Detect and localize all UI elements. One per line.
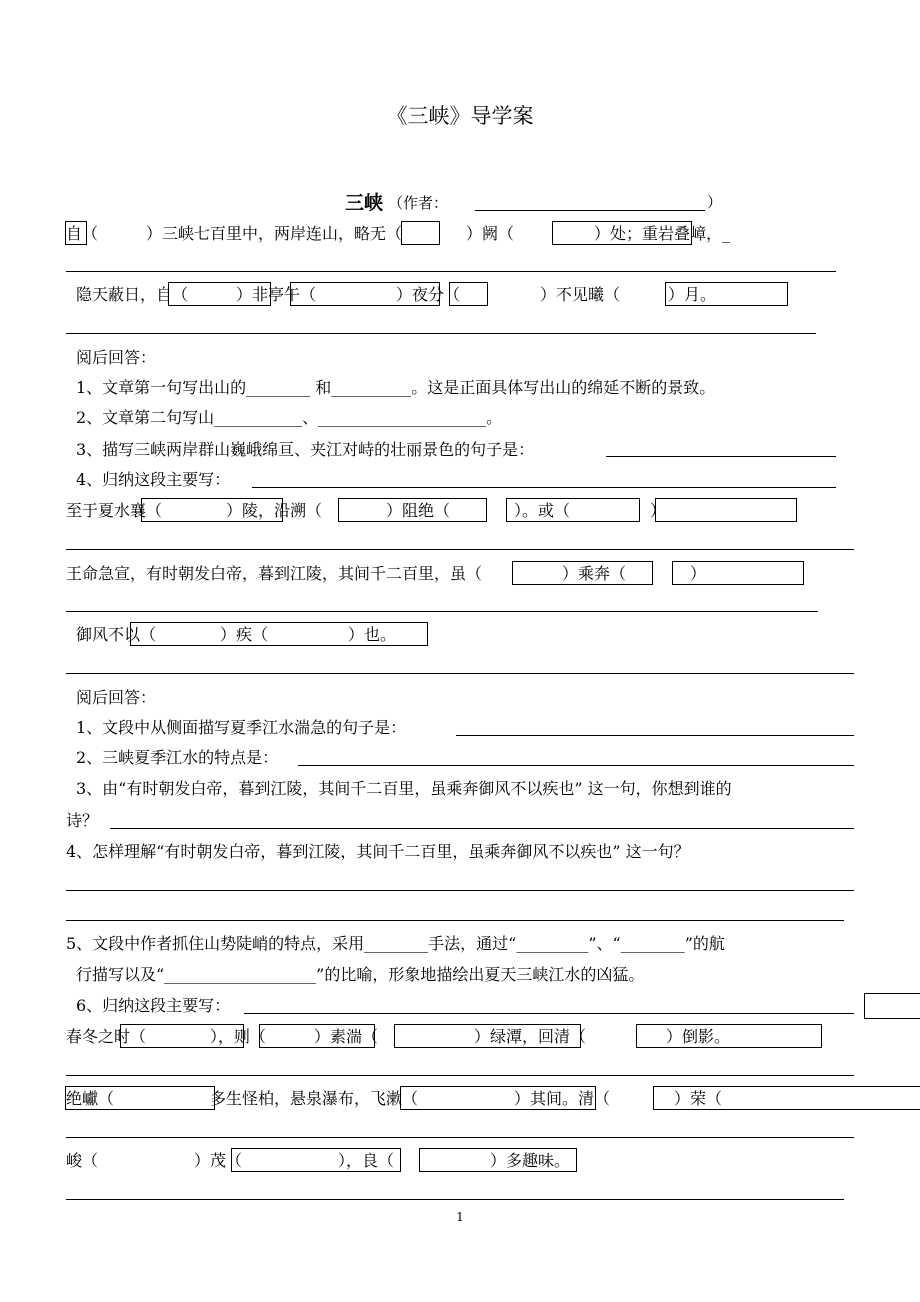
word-box	[338, 498, 487, 522]
q2-item: 2、三峡夏季江水的特点是：	[76, 748, 279, 767]
para2-line-c: 御风不以（ ）疾（ ）也。	[76, 625, 397, 644]
page-title: 《三峡》导学案	[386, 104, 534, 128]
q1-item: 2、文章第二句写山___________、_____________________。	[76, 408, 503, 427]
answer-line[interactable]	[66, 1075, 854, 1076]
answer-line[interactable]	[66, 1137, 854, 1138]
answer-blank[interactable]	[606, 456, 836, 457]
author-label: （作者：	[388, 194, 449, 212]
q2-item: 3、由“有时朝发白帝，暮到江陵，其间千二百里，虽乘奔御风不以疾也” 这一句，你想到谁的	[76, 779, 732, 798]
word-box	[506, 498, 640, 522]
word-box	[120, 1024, 244, 1048]
q2-item: 行描写以及“___________________”的比喻，形象地描绘出夏天三峡江水的凶猛。	[76, 965, 645, 984]
word-box	[401, 221, 440, 245]
word-box	[552, 221, 692, 245]
word-box	[665, 282, 788, 306]
word-box	[512, 561, 653, 585]
q1-header: 阅后回答：	[76, 348, 157, 367]
para3-line-b: 绝巘（ 多生怪柏，悬泉瀑布，飞漱（ ）其间。清（ ）荣（	[66, 1089, 723, 1108]
word-box	[653, 1086, 920, 1110]
answer-line[interactable]	[66, 611, 818, 612]
answer-blank[interactable]	[298, 765, 854, 766]
word-box	[290, 282, 440, 306]
word-box	[419, 1148, 577, 1172]
answer-line[interactable]	[66, 890, 854, 891]
para2-line-b: 王命急宣，有时朝发白帝，暮到江陵，其间千二百里，虽（ ）乘奔（ ）	[66, 564, 707, 583]
para3-line-a: 春冬之时（ ），则（ ）素湍（ ）绿潭，回清（ ）倒影。	[66, 1027, 731, 1046]
section-title: 三峡	[345, 192, 384, 214]
para2-line-a: 至于夏水襄（ ）陵，沿溯（ ）阻绝（ ）。或（ ）	[66, 501, 667, 520]
q2-item: 1、文段中从侧面描写夏季江水湍急的句子是：	[76, 718, 407, 737]
para3-line-c: 峻（ ）茂（ ），良（ ）多趣味。	[66, 1151, 571, 1170]
word-box	[449, 282, 488, 306]
answer-line[interactable]	[66, 271, 836, 272]
word-box	[141, 498, 283, 522]
author-close: ）	[707, 193, 723, 211]
answer-blank[interactable]	[110, 828, 854, 829]
answer-line[interactable]	[66, 920, 844, 921]
word-box	[259, 1024, 375, 1048]
para1-line-b: 隐天蔽日，自（ ）非亭午（ ）夜分（ ）不见曦（ ）月。	[76, 285, 717, 304]
answer-line[interactable]	[66, 1199, 844, 1200]
word-box	[400, 1086, 596, 1110]
word-box	[65, 221, 87, 245]
author-blank[interactable]	[475, 210, 705, 211]
word-box	[672, 561, 804, 585]
answer-blank[interactable]	[244, 1013, 854, 1014]
edge-box	[864, 993, 920, 1019]
q2-header: 阅后回答：	[76, 688, 157, 707]
answer-line[interactable]	[66, 549, 854, 550]
q2-item: 5、文段中作者抓住山势陡峭的特点，采用________手法，通过“_________”、“________”的航	[66, 934, 725, 953]
answer-blank[interactable]	[456, 735, 854, 736]
q1-item: 4、归纳这段主要写：	[76, 470, 231, 489]
word-box	[231, 1148, 401, 1172]
word-box	[65, 1086, 215, 1110]
q2-item: 6、归纳这段主要写：	[76, 996, 231, 1015]
answer-line[interactable]	[66, 333, 816, 334]
q1-item: 1、文章第一句写出山的________ 和__________。这是正面具体写出山的绵延不断的景致。	[76, 378, 716, 397]
para1-line-a: 自（ ）三峡七百里中，两岸连山，略无（ ）阙（ ）处；重岩叠嶂，_	[66, 224, 731, 243]
answer-blank[interactable]	[252, 487, 836, 488]
q2-item: 4、怎样理解“有时朝发白帝，暮到江陵，其间千二百里，虽乘奔御风不以疾也” 这一句？	[66, 842, 690, 861]
q1-item: 3、描写三峡两岸群山巍峨绵亘、夹江对峙的壮丽景色的句子是：	[76, 440, 535, 459]
word-box	[636, 1024, 822, 1048]
word-box	[130, 622, 428, 646]
word-box	[655, 498, 797, 522]
q2-item: 诗？	[66, 811, 99, 830]
answer-line[interactable]	[66, 673, 854, 674]
word-box	[168, 282, 271, 306]
page-number: 1	[456, 1210, 464, 1224]
word-box	[394, 1024, 581, 1048]
